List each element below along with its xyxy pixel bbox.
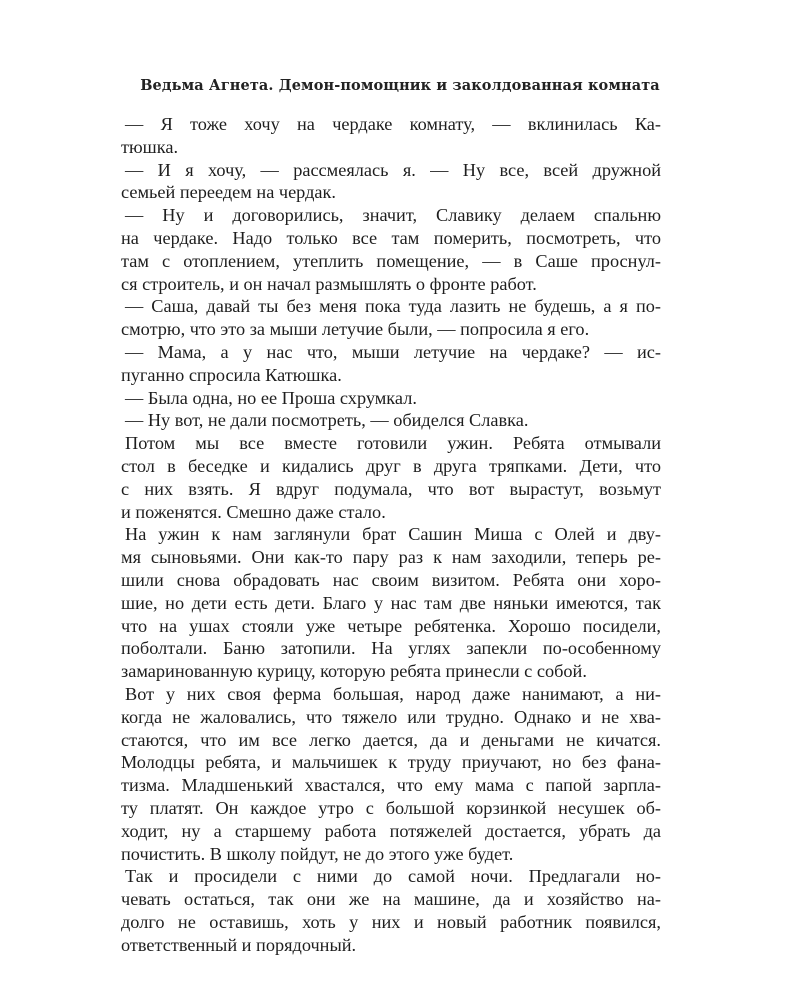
text-line: долго не оставишь, хоть у них и новый работник появился, [121,911,661,932]
text-line: чевать остаться, так они же на машине, да и хозяйство на- [121,889,661,910]
text-line: когда не жаловались, что тяжело или трудно. Однако и не хва- [121,706,661,727]
text-line: мя сыновьями. Они как-то пару раз к нам заходили, теперь ре- [121,547,661,568]
text-line: Так и просидели с ними до самой ночи. Предлагали но- [125,866,661,887]
text-line: семьей переедем на чердак. [121,182,336,203]
text-line: пуганно спросила Катюшка. [121,364,342,385]
text-line: ответственный и порядочный. [121,934,357,955]
text-line: — Мама, а у нас что, мыши летучие на чердаке? — ис- [125,341,661,362]
text-line: ходит, ну а старшему работа потяжелей достается, убрать да [121,820,661,841]
text-line: на чердаке. Надо только все там померить, посмотреть, что [121,227,661,248]
text-line: Потом мы все вместе готовили ужин. Ребята отмывали [125,433,661,454]
text-line: шили снова обрадовать нас своим визитом. Ребята они хоро- [121,569,661,590]
text-line: тизма. Младшенький хвастался, что ему мама с папой зарпла- [121,775,661,796]
text-line: почистить. В школу пойдут, не до этого уже будет. [121,843,514,864]
text-line: стол в беседке и кидались друг в друга тряпками. Дети, что [121,455,661,476]
text-line: там с отоплением, утеплить помещение, — в Саше проснул- [121,250,661,271]
running-head: Ведьма Агнета. Демон-помощник и заколдованная комната [140,77,660,94]
text-line: тюшка. [121,136,179,157]
text-line: Молодцы ребята, и мальчишек к труду приучают, но без фана- [121,752,661,773]
text-line: ся строитель, и он начал размышлять о фронте работ. [121,273,537,294]
text-line: смотрю, что это за мыши летучие были, — попросила я его. [121,319,590,340]
text-line: с них взять. Я вдруг подумала, что вот вырастут, возьмут [121,478,661,499]
body-text [121,113,661,956]
text-line: стаются, что им все легко дается, да и деньгами не кичатся. [121,729,661,750]
text-line: — Я тоже хочу на чердаке комнату, — вклинилась Ка- [125,114,661,134]
text-line: — Саша, давай ты без меня пока туда лазить не будешь, а я по- [125,296,661,317]
text-line: На ужин к нам заглянули брат Сашин Миша с Олей и дву- [125,524,661,545]
text-line: — Ну вот, не дали посмотреть, — обиделся Славка. [125,410,529,431]
text-line: что на ушах стояли уже четыре ребятенка. Хорошо посидели, [121,615,661,636]
text-line: — И я хочу, — рассмеялась я. — Ну все, всей дружной [125,159,661,180]
text-line: — Была одна, но ее Проша схрумкал. [125,387,417,408]
text-line: и поженятся. Смешно даже стало. [121,501,386,522]
text-line: замаринованную курицу, которую ребята принесли с собой. [121,661,587,682]
text-line: ту платят. Он каждое утро с большой корзинкой несушек об- [121,797,661,818]
text-line: — Ну и договорились, значит, Славику делаем спальню [125,205,661,226]
text-line: поболтали. Баню затопили. На углях запекли по-особенному [121,638,661,659]
text-line: Вот у них своя ферма большая, народ даже нанимают, а ни- [125,683,661,704]
text-line: шие, но дети есть дети. Благо у нас там две няньки имеются, так [121,592,661,613]
